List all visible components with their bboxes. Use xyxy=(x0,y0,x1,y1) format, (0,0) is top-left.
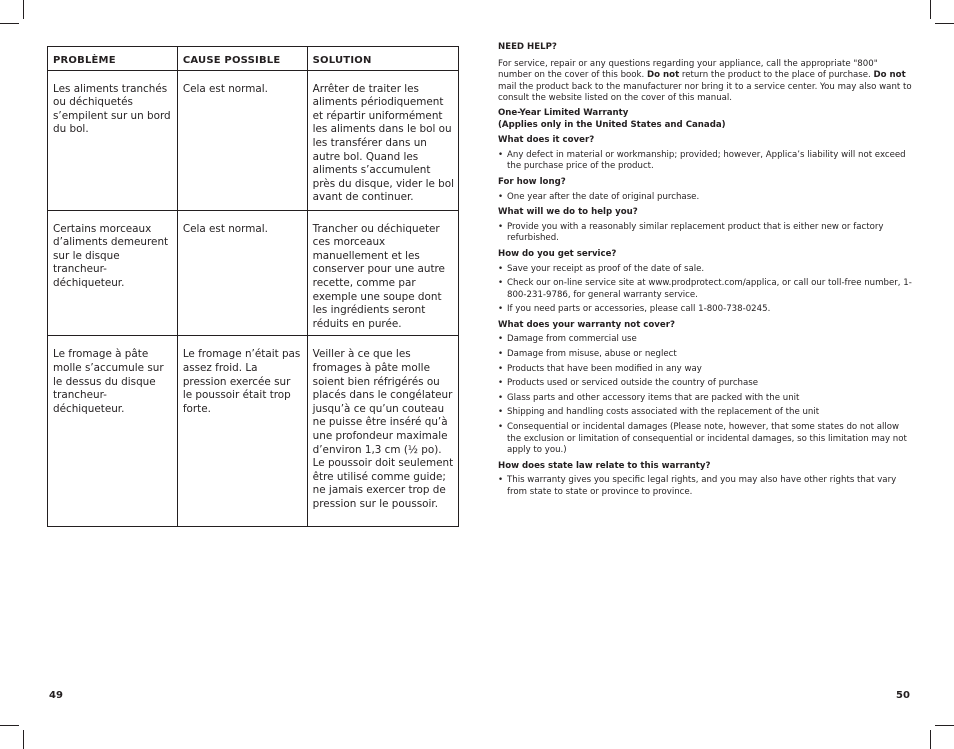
bullet-text: If you need parts or accessories, please call 1-800-738-0245. xyxy=(507,304,771,315)
cause-cell: Le fromage n’était pas assez froid. La pression exercée sur le poussoir était trop forte. xyxy=(177,336,307,527)
bullet-item xyxy=(498,393,912,405)
problem-cell: Certains morceaux d’aliments demeurent sur le disque trancheur-déchiqueteur. xyxy=(48,210,178,336)
need-help-heading: NEED HELP? xyxy=(498,42,557,52)
bullet-glyph: • xyxy=(498,278,504,289)
problem-cell: Les aliments tranchés ou déchiquetés s’empilent sur un bord du bol. xyxy=(48,70,178,210)
troubleshooting-table xyxy=(47,46,459,527)
bullet-item xyxy=(498,222,912,245)
solution-cell: Arrêter de traiter les aliments périodiquement et répartir uniformément les aliments dans le bol ou les transférer dans un autre bol. Quand les aliments s’accumulent près du disque, vider le bol avant de continuer. xyxy=(307,70,458,210)
bullet-text: Products used or serviced outside the country of purchase xyxy=(507,378,759,389)
cover-list xyxy=(498,150,912,173)
statelaw-heading: How does state law relate to this warranty? xyxy=(498,460,711,471)
notcover-heading: What does your warranty not cover? xyxy=(498,319,675,330)
solution-cell: Trancher ou déchiqueter ces morceaux manuellement et les conserver pour une autre recette, comme par exemple une soupe dont les ingrédients seront réduits en purée. xyxy=(307,210,458,336)
crop-mark xyxy=(930,0,931,19)
crop-mark xyxy=(0,725,19,726)
cause-cell: Cela est normal. xyxy=(177,210,307,336)
crop-mark xyxy=(23,0,24,19)
bullet-item xyxy=(498,475,912,498)
bullet-text: This warranty gives you specific legal rights, and you may also have other rights that vary from state to state or province to province. xyxy=(507,475,897,497)
bullet-item xyxy=(498,150,912,173)
bullet-text: Products that have been modified in any way xyxy=(507,363,702,374)
notcover-list xyxy=(498,334,912,456)
bullet-item xyxy=(498,378,912,390)
header-probleme: PROBLÈME xyxy=(48,47,178,71)
bullet-text: Shipping and handling costs associated with the replacement of the unit xyxy=(507,407,820,418)
header-cause: CAUSE POSSIBLE xyxy=(177,47,307,71)
bullet-text: Consequential or incidental damages (Please note, however, that some states do not allow the exclusion or limitation of consequential or incidental damages, so this limitation may not apply to you.) xyxy=(507,422,907,456)
page-number-right: 50 xyxy=(896,690,910,701)
crop-mark xyxy=(935,23,954,24)
table-row xyxy=(48,336,459,527)
bullet-glyph: • xyxy=(498,334,504,345)
header-solution: SOLUTION xyxy=(307,47,458,71)
bullet-text: Provide you with a reasonably similar replacement product that is either new or factory refurbished. xyxy=(507,221,884,244)
bullet-item xyxy=(498,349,912,361)
bullet-text: One year after the date of original purchase. xyxy=(507,191,700,202)
bullet-glyph: • xyxy=(498,191,504,202)
bullet-glyph: • xyxy=(498,422,504,433)
bullet-item xyxy=(498,407,912,419)
bullet-text: Save your receipt as proof of the date of sale. xyxy=(507,263,705,274)
table-row xyxy=(48,70,459,210)
bullet-item xyxy=(498,278,912,301)
bullet-glyph: • xyxy=(498,304,504,315)
bullet-glyph: • xyxy=(498,378,504,389)
help-heading: What will we do to help you? xyxy=(498,207,638,218)
bullet-glyph: • xyxy=(498,392,504,403)
crop-mark xyxy=(0,23,19,24)
bullet-text: Glass parts and other accessory items that are packed with the unit xyxy=(507,392,800,403)
cover-heading: What does it cover? xyxy=(498,135,595,146)
bullet-item xyxy=(498,334,912,346)
table-header-row xyxy=(48,47,459,71)
service-list xyxy=(498,264,912,316)
table-row xyxy=(48,210,459,336)
problem-cell: Le fromage à pâte molle s’accumule sur le dessus du disque trancheur-déchiqueteur. xyxy=(48,336,178,527)
crop-mark xyxy=(23,730,24,749)
cause-cell: Cela est normal. xyxy=(177,70,307,210)
bullet-text: Damage from commercial use xyxy=(507,334,637,345)
bullet-glyph: • xyxy=(498,263,504,274)
statelaw-list xyxy=(498,475,912,498)
bullet-glyph: • xyxy=(498,349,504,360)
warranty-section xyxy=(498,42,912,499)
howlong-list xyxy=(498,192,912,204)
bullet-item xyxy=(498,192,912,204)
bullet-glyph: • xyxy=(498,407,504,418)
bullet-glyph: • xyxy=(498,363,504,374)
bullet-text: Check our on-line service site at www.prodprotect.com/applica, or call our toll-free number, 1-800-231-9786, for general warranty service. xyxy=(507,278,912,300)
service-heading: How do you get service? xyxy=(498,248,617,259)
bullet-glyph: • xyxy=(498,221,504,232)
page-number-left: 49 xyxy=(49,690,63,701)
bullet-text: Damage from misuse, abuse or neglect xyxy=(507,349,677,360)
bullet-glyph: • xyxy=(498,149,504,160)
howlong-heading: For how long? xyxy=(498,176,566,187)
bullet-item xyxy=(498,422,912,457)
crop-mark xyxy=(930,730,931,749)
bullet-text: Any defect in material or workmanship; provided; however, Applica’s liability will not exceed the purchase price of the product. xyxy=(507,149,906,172)
crop-mark xyxy=(935,725,954,726)
help-list xyxy=(498,222,912,245)
bullet-item xyxy=(498,264,912,276)
need-help-text: For service, repair or any questions regarding your appliance, call the appropriate "800" number on the cover of this book. Do not return the product to the place of purchase. Do not mail the product back to the manufacturer nor bring it to a service center. You may also want to consult the website listed on the cover of this manual. xyxy=(498,58,912,104)
bullet-item xyxy=(498,304,912,316)
bullet-item xyxy=(498,364,912,376)
bullet-glyph: • xyxy=(498,475,504,486)
warranty-title: One-Year Limited Warranty (Applies only in the United States and Canada) xyxy=(498,107,726,130)
solution-cell: Veiller à ce que les fromages à pâte molle soient bien réfrigérés ou placés dans le congélateur jusqu’à ce qu’un couteau ne puisse être inséré qu’à une profondeur maximale d’environ 1,3 cm (½ po). Le poussoir doit seulement être utilisé comme guide; ne jamais exercer trop de pression sur le poussoir. xyxy=(307,336,458,527)
